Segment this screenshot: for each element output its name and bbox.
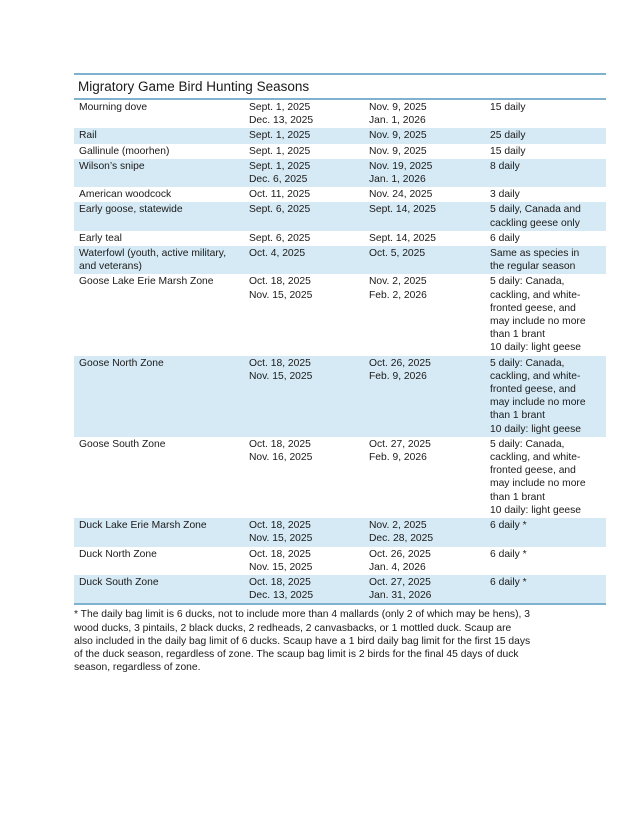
cell-line: than 1 brant	[490, 491, 545, 503]
cell-line: 15 daily	[490, 102, 526, 113]
species-cell	[74, 274, 244, 355]
season-close-cell	[364, 274, 485, 355]
cell-line: Oct. 18, 2025	[249, 357, 311, 369]
cell-line: Dec. 6, 2025	[249, 174, 308, 186]
bag-limit-cell	[485, 144, 606, 159]
cell-line: Dec. 28, 2025	[369, 533, 434, 545]
season-open-cell	[244, 159, 364, 187]
cell-line: Sept. 1, 2025	[249, 145, 311, 157]
season-open-cell	[244, 128, 364, 143]
season-open-cell	[244, 100, 364, 128]
footnote-line: season, regardless of zone.	[74, 662, 201, 674]
table-row	[74, 231, 606, 246]
cell-line: fronted geese, and	[490, 465, 576, 477]
table-row	[74, 144, 606, 159]
species-cell	[74, 231, 244, 246]
cell-line: Nov. 2, 2025	[369, 520, 427, 532]
table-row	[74, 356, 606, 437]
cell-line: Nov. 9, 2025	[369, 102, 427, 113]
bag-limit-cell	[485, 187, 606, 202]
bag-limit-cell	[485, 575, 606, 604]
cell-line: Jan. 31, 2026	[369, 590, 432, 602]
cell-line: Jan. 1, 2026	[369, 115, 426, 127]
table-title: Migratory Game Bird Hunting Seasons	[74, 73, 606, 100]
season-close-cell	[364, 187, 485, 202]
cell-line: Duck Lake Erie Marsh Zone	[79, 520, 207, 532]
cell-line: Oct. 26, 2025	[369, 548, 431, 560]
cell-line: 10 daily: light geese	[490, 504, 582, 516]
cell-line: Oct. 26, 2025	[369, 357, 431, 369]
cell-line: 5 daily: Canada,	[490, 357, 565, 369]
cell-line: Oct. 5, 2025	[369, 248, 426, 260]
cell-line: Oct. 27, 2025	[369, 576, 431, 588]
bag-limit-cell	[485, 246, 606, 274]
species-cell	[74, 437, 244, 518]
season-close-cell	[364, 100, 485, 128]
season-open-cell	[244, 274, 364, 355]
cell-line: Feb. 9, 2026	[369, 452, 427, 464]
cell-line: Oct. 18, 2025	[249, 438, 311, 450]
cell-line: Oct. 11, 2025	[249, 189, 311, 201]
bag-limit-cell	[485, 274, 606, 355]
cell-line: fronted geese, and	[490, 302, 576, 314]
cell-line: Jan. 4, 2026	[369, 561, 426, 573]
cell-line: Sept. 14, 2025	[369, 204, 436, 216]
season-close-cell	[364, 128, 485, 143]
cell-line: Oct. 18, 2025	[249, 576, 311, 588]
seasons-table-body	[74, 100, 606, 604]
species-cell	[74, 159, 244, 187]
cell-line: Waterfowl (youth, active military,	[79, 248, 227, 260]
cell-line: Rail	[79, 130, 97, 142]
cell-line: 10 daily: light geese	[490, 423, 582, 435]
cell-line: fronted geese, and	[490, 384, 576, 396]
cell-line: Nov. 19, 2025	[369, 160, 433, 172]
cell-line: Duck South Zone	[79, 576, 159, 588]
cell-line: Wilson’s snipe	[79, 160, 145, 172]
season-open-cell	[244, 547, 364, 575]
cell-line: Nov. 15, 2025	[249, 370, 313, 382]
cell-line: Sept. 1, 2025	[249, 130, 311, 142]
season-close-cell	[364, 246, 485, 274]
species-cell	[74, 356, 244, 437]
season-open-cell	[244, 187, 364, 202]
footnote-line: * The daily bag limit is 6 ducks, not to include more than 4 mallards (only 2 of which may be hens), 3	[74, 609, 530, 621]
bag-limit-cell	[485, 547, 606, 575]
table-row	[74, 159, 606, 187]
cell-line: than 1 brant	[490, 410, 545, 422]
cell-line: 10 daily: light geese	[490, 342, 582, 354]
season-close-cell	[364, 575, 485, 604]
cell-line: Sept. 6, 2025	[249, 232, 311, 244]
bag-limit-cell	[485, 202, 606, 230]
season-open-cell	[244, 356, 364, 437]
season-close-cell	[364, 202, 485, 230]
season-close-cell	[364, 437, 485, 518]
cell-line: Dec. 13, 2025	[249, 590, 314, 602]
footnote	[74, 608, 574, 674]
cell-line: Jan. 1, 2026	[369, 174, 426, 186]
cell-line: Oct. 27, 2025	[369, 438, 431, 450]
cell-line: Early goose, statewide	[79, 204, 183, 216]
species-cell	[74, 202, 244, 230]
table-row	[74, 437, 606, 518]
cell-line: cackling, and white-	[490, 452, 581, 464]
season-open-cell	[244, 246, 364, 274]
bag-limit-cell	[485, 231, 606, 246]
cell-line: Nov. 2, 2025	[369, 276, 427, 288]
cell-line: Nov. 15, 2025	[249, 289, 313, 301]
species-cell	[74, 547, 244, 575]
cell-line: cackling, and white-	[490, 289, 581, 301]
footnote-line: also included in the daily bag limit of 6 ducks. Scaup have a 1 bird daily bag limit for the first 15 days	[74, 635, 531, 647]
cell-line: Nov. 9, 2025	[369, 145, 427, 157]
cell-line: 5 daily, Canada and	[490, 204, 581, 216]
cell-line: may include no more	[490, 397, 586, 409]
cell-line: Mourning dove	[79, 102, 148, 113]
cell-line: 3 daily	[490, 189, 520, 201]
cell-line: Dec. 13, 2025	[249, 115, 314, 127]
cell-line: Nov. 15, 2025	[249, 561, 313, 573]
cell-line: Nov. 9, 2025	[369, 130, 427, 142]
species-cell	[74, 518, 244, 546]
cell-line: Early teal	[79, 232, 122, 244]
cell-line: Gallinule (moorhen)	[79, 145, 170, 157]
bag-limit-cell	[485, 100, 606, 128]
cell-line: may include no more	[490, 478, 586, 490]
cell-line: 6 daily	[490, 232, 520, 244]
species-cell	[74, 246, 244, 274]
bag-limit-cell	[485, 356, 606, 437]
season-open-cell	[244, 202, 364, 230]
cell-line: 5 daily: Canada,	[490, 276, 565, 288]
species-cell	[74, 187, 244, 202]
table-row	[74, 575, 606, 604]
bag-limit-cell	[485, 159, 606, 187]
table-row	[74, 518, 606, 546]
cell-line: 6 daily *	[490, 548, 527, 560]
cell-line: Same as species in	[490, 248, 580, 260]
season-close-cell	[364, 356, 485, 437]
bag-limit-cell	[485, 518, 606, 546]
cell-line: the regular season	[490, 261, 576, 273]
season-open-cell	[244, 518, 364, 546]
season-close-cell	[364, 159, 485, 187]
table-row	[74, 547, 606, 575]
cell-line: and veterans)	[79, 261, 142, 273]
table-row	[74, 246, 606, 274]
season-open-cell	[244, 575, 364, 604]
cell-line: Sept. 1, 2025	[249, 160, 311, 172]
cell-line: Oct. 18, 2025	[249, 548, 311, 560]
cell-line: 6 daily *	[490, 576, 527, 588]
cell-line: Nov. 24, 2025	[369, 189, 433, 201]
season-open-cell	[244, 231, 364, 246]
cell-line: Nov. 15, 2025	[249, 533, 313, 545]
cell-line: 8 daily	[490, 160, 520, 172]
season-sheet	[74, 73, 606, 674]
cell-line: 6 daily *	[490, 520, 527, 532]
bag-limit-cell	[485, 128, 606, 143]
species-cell	[74, 575, 244, 604]
cell-line: Goose North Zone	[79, 357, 164, 369]
table-row	[74, 202, 606, 230]
table-row	[74, 100, 606, 128]
cell-line: may include no more	[490, 316, 586, 328]
cell-line: 15 daily	[490, 145, 526, 157]
season-close-cell	[364, 518, 485, 546]
species-cell	[74, 144, 244, 159]
cell-line: 5 daily: Canada,	[490, 438, 565, 450]
season-open-cell	[244, 144, 364, 159]
cell-line: Goose South Zone	[79, 438, 166, 450]
species-cell	[74, 128, 244, 143]
cell-line: cackling, and white-	[490, 370, 581, 382]
seasons-table	[74, 100, 606, 605]
cell-line: Oct. 18, 2025	[249, 276, 311, 288]
season-close-cell	[364, 547, 485, 575]
season-open-cell	[244, 437, 364, 518]
cell-line: Feb. 9, 2026	[369, 370, 427, 382]
cell-line: Sept. 1, 2025	[249, 102, 311, 113]
footnote-line: of the duck season, regardless of zone. The scaup bag limit is 2 birds for the final 45 days of duck	[74, 648, 519, 660]
species-cell	[74, 100, 244, 128]
cell-line: American woodcock	[79, 189, 172, 201]
cell-line: Oct. 18, 2025	[249, 520, 311, 532]
cell-line: cackling geese only	[490, 217, 580, 229]
season-close-cell	[364, 231, 485, 246]
season-close-cell	[364, 144, 485, 159]
cell-line: Duck North Zone	[79, 548, 157, 560]
cell-line: Nov. 16, 2025	[249, 452, 313, 464]
cell-line: Sept. 6, 2025	[249, 204, 311, 216]
cell-line: Oct. 4, 2025	[249, 248, 306, 260]
footnote-line: wood ducks, 3 pintails, 2 black ducks, 2 redheads, 2 canvasbacks, or 1 mottled duck. Scaup are	[74, 622, 512, 634]
table-row	[74, 187, 606, 202]
cell-line: Feb. 2, 2026	[369, 289, 427, 301]
cell-line: 25 daily	[490, 130, 526, 142]
table-row	[74, 128, 606, 143]
cell-line: Goose Lake Erie Marsh Zone	[79, 276, 214, 288]
cell-line: than 1 brant	[490, 329, 545, 341]
cell-line: Sept. 14, 2025	[369, 232, 436, 244]
table-row	[74, 274, 606, 355]
bag-limit-cell	[485, 437, 606, 518]
